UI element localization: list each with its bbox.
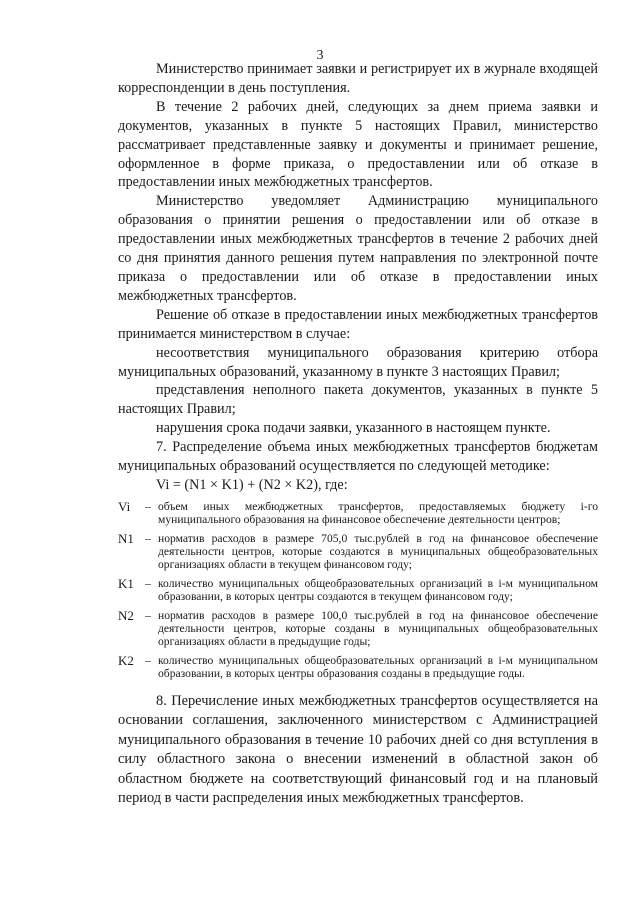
closing-section bbox=[118, 692, 598, 809]
definition-symbol: N1 bbox=[118, 530, 134, 546]
definition-item bbox=[118, 654, 598, 680]
definition-item bbox=[118, 609, 598, 648]
definition-dash: – bbox=[145, 608, 151, 622]
document-body bbox=[118, 60, 598, 809]
definition-text: объем иных межбюджетных трансфертов, предоставляемых бюджету i-го муниципального образования на финансовое обеспечение деятельности центров; bbox=[158, 499, 598, 526]
definition-dash: – bbox=[145, 653, 151, 667]
definition-item bbox=[118, 577, 598, 603]
definition-text: количество муниципальных общеобразовательных организаций в i-м муниципальном образовании, в которых центры создаются в текущем финансовом году; bbox=[158, 576, 598, 603]
definition-text: норматив расходов в размере 705,0 тыс.рублей в год на финансовое обеспечение деятельности центров, которые создаются в муниципальных общеобразовательных организациях области в текущем финансовом году; bbox=[158, 531, 598, 571]
definitions-list bbox=[118, 500, 598, 680]
definition-item bbox=[118, 532, 598, 571]
definition-symbol: Vi bbox=[118, 498, 131, 514]
definition-text: количество муниципальных общеобразовательных организаций в i-м муниципальном образовании, в которых центры образования созданы в предыдущие годы. bbox=[158, 653, 598, 680]
formula: Vi = (N1 × K1) + (N2 × K2), где: bbox=[156, 476, 348, 493]
definition-symbol: N2 bbox=[118, 607, 134, 623]
paragraph-review-period: В течение 2 рабочих дней, следующих за днем приема заявки и документов, указанных в пункте 5 настоящих Правил, министерство рассматривает представленные заявку и документы и принимает решение, оформленное в форме приказа, о предоставлении или об отказе в предоставлении иных межбюджетных трансфертов. bbox=[118, 98, 598, 191]
definition-dash: – bbox=[145, 531, 151, 545]
definition-symbol: K1 bbox=[118, 575, 134, 591]
paragraph-transfer: 8. Перечисление иных межбюджетных трансфертов осуществляется на основании соглашения, заключенного министерством с Администрацией муниципального образования в течение 10 рабочих дней со дня вступления в силу областного закона о внесении изменений в областной закон об областном бюджете на соответствующий финансовый год и на плановый период в части распределения иных межбюджетных трансфертов. bbox=[118, 692, 598, 807]
definition-text: норматив расходов в размере 100,0 тыс.рублей в год на финансовое обеспечение деятельности центров, которые созданы в муниципальных общеобразовательных организациях области в предыдущие годы; bbox=[158, 608, 598, 648]
definition-item bbox=[118, 500, 598, 526]
paragraph-refusal-reason-3: нарушения срока подачи заявки, указанного в настоящем пункте. bbox=[156, 420, 551, 437]
paragraph-refusal-reason-2: представления неполного пакета документов, указанных в пункте 5 настоящих Правил; bbox=[118, 382, 598, 418]
paragraph-refusal-intro: Решение об отказе в предоставлении иных межбюджетных трансфертов принимается министерством в случае: bbox=[118, 306, 598, 342]
page-number: 3 bbox=[316, 48, 324, 63]
paragraph-distribution-method: 7. Распределение объема иных межбюджетных трансфертов бюджетам муниципальных образований осуществляется по следующей методике: bbox=[118, 439, 598, 475]
definition-dash: – bbox=[145, 576, 151, 590]
paragraph-notification: Министерство уведомляет Администрацию муниципального образования о принятии решения о предоставлении или об отказе в предоставлении иных межбюджетных трансфертов в течение 2 рабочих дней со дня принятия данного решения путем направления по электронной почте приказа о предоставлении или об отказе в предоставлении иных межбюджетных трансфертов. bbox=[118, 193, 598, 304]
definition-symbol: K2 bbox=[118, 652, 134, 668]
paragraph-registration: Министерство принимает заявки и регистрирует их в журнале входящей корреспонденции в день поступления. bbox=[118, 61, 598, 96]
definition-dash: – bbox=[145, 499, 151, 513]
paragraph-refusal-reason-1: несоответствия муниципального образования критерию отбора муниципальных образований, указанному в пункте 3 настоящих Правил; bbox=[118, 344, 598, 380]
